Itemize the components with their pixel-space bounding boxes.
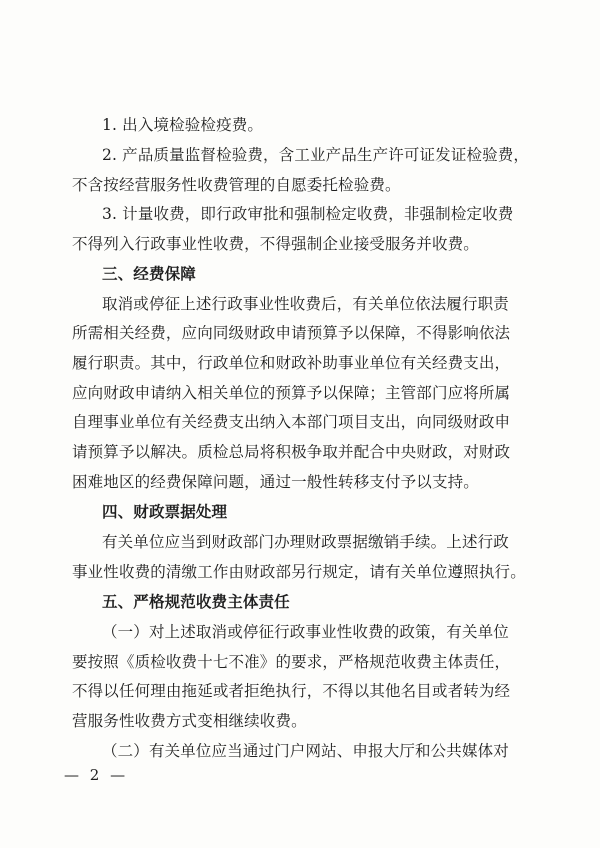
- section-heading-3: 三、经费保障: [102, 264, 196, 283]
- paragraph-line: （一）对上述取消或停征行政事业性收费的政策，有关单位: [102, 623, 509, 641]
- list-item-1: 1. 出入境检验检疫费。: [102, 116, 264, 134]
- list-item-3-cont: 不得列入行政事业性收费，不得强制企业接受服务并收费。: [72, 235, 479, 253]
- paragraph-line: 履行职责。其中，行政单位和财政补助事业单位有关经费支出，: [72, 354, 511, 372]
- paragraph-line: 应向财政申请纳入相关单位的预算予以保障；主管部门应将所属: [72, 384, 511, 402]
- paragraph-line: （二）有关单位应当通过门户网站、申报大厅和公共媒体对: [102, 742, 509, 760]
- paragraph-line: 所需相关经费，应向同级财政申请预算予以保障，不得影响依法: [72, 324, 511, 342]
- paragraph-line: 取消或停征上述行政事业性收费后，有关单位依法履行职责: [102, 295, 509, 313]
- list-item-2-cont: 不含按经营服务性收费管理的自愿委托检验费。: [72, 176, 401, 194]
- section-heading-4: 四、财政票据处理: [102, 502, 228, 521]
- paragraph-line: 营服务性收费方式变相继续收费。: [72, 712, 307, 730]
- section-heading-5: 五、严格规范收费主体责任: [102, 592, 290, 611]
- paragraph-line: 困难地区的经费保障问题，通过一般性转移支付予以支持。: [72, 473, 479, 491]
- list-item-2: 2. 产品质量监督检验费，含工业产品生产许可证发证检验费，: [102, 146, 530, 164]
- paragraph-line: 请预算予以解决。质检总局将积极争取并配合中央财政，对财政: [72, 443, 511, 461]
- paragraph-line: 不得以任何理由拖延或者拒绝执行，不得以其他名目或者转为经: [72, 682, 511, 700]
- list-item-3: 3. 计量收费，即行政审批和强制检定收费，非强制检定收费: [102, 205, 514, 223]
- paragraph-line: 自理事业单位有关经费支出纳入本部门项目支出，向同级财政申: [72, 413, 511, 431]
- paragraph-line: 要按照《质检收费十七不准》的要求，严格规范收费主体责任，: [72, 653, 511, 671]
- paragraph-line: 有关单位应当到财政部门办理财政票据缴销手续。上述行政: [102, 533, 509, 551]
- page-number: — 2 —: [64, 766, 129, 784]
- paragraph-line: 事业性收费的清缴工作由财政部另行规定，请有关单位遵照执行。: [72, 563, 526, 581]
